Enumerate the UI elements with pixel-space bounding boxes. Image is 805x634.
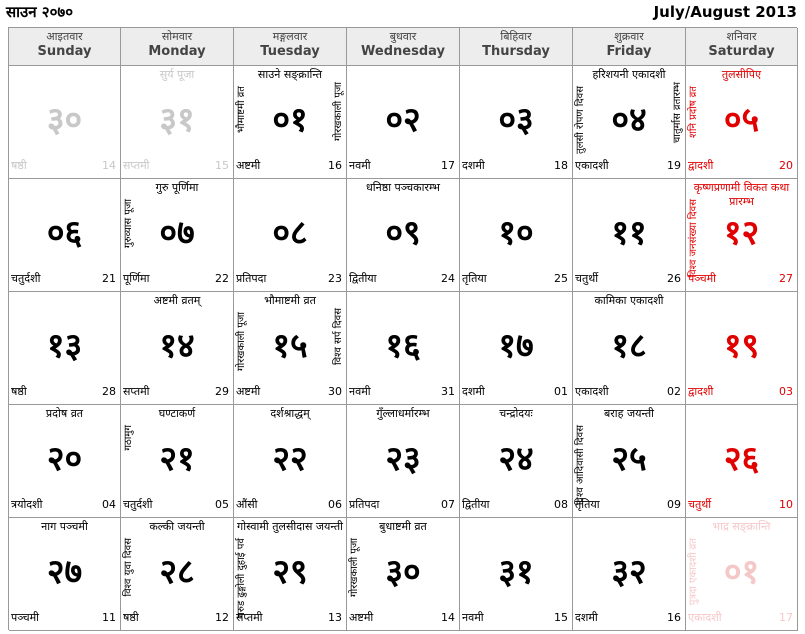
english-date: 14 [441,611,455,624]
day-cell[interactable] [9,518,121,631]
english-date: 27 [779,272,793,285]
nepali-date-number: १९ [723,326,760,366]
tithi-label: एकादशी [688,611,722,624]
side-note-left: विश्व आदिवासी दिवस [575,425,586,506]
tithi-label: दशमी [462,385,485,398]
weekday-header [686,28,798,66]
festival-label: अष्टमी व्रतम् [153,294,201,307]
english-date: 02 [667,385,681,398]
festival-label: तुलसीपिए [721,68,762,81]
nepali-date-number: ०९ [385,213,421,253]
day-cell[interactable] [9,179,121,292]
english-date: 16 [667,611,681,624]
festival-label: घण्टाकर्ण [158,407,196,420]
day-cell[interactable] [460,292,573,405]
day-cell[interactable] [686,405,798,518]
weekday-nepali: मङ्गलवार [272,30,308,43]
weekday-nepali: आइतवार [46,30,83,43]
english-date: 15 [215,159,229,172]
side-note-left: विश्व जनसंख्या दिवस [688,199,699,278]
english-date: 08 [554,498,568,511]
day-cell[interactable] [9,66,121,179]
nepali-date-number: १७ [498,326,534,366]
day-cell[interactable] [686,179,798,292]
day-cell[interactable] [686,292,798,405]
side-note-left: विश्व युवा दिवस [123,538,134,597]
day-cell[interactable] [573,292,686,405]
tithi-label: सप्तमी [123,159,150,172]
tithi-label: षष्ठी [11,385,27,398]
tithi-label: अष्टमी [236,385,261,398]
festival-label: गुरु पूर्णिमा [155,181,199,194]
weekday-english: Thursday [482,44,550,59]
festival-label: प्रदोष व्रत [45,407,84,420]
nepali-month-title: साउन २०७० [6,3,73,21]
festival-label: बराह जयन्ती [603,407,654,420]
nepali-date-number: ०१ [272,100,308,140]
calendar-grid [8,27,797,630]
side-note-left: शनि प्रदोष व्रत [688,86,699,138]
nepali-date-number: १८ [611,326,647,366]
english-date: 28 [102,385,116,398]
weekday-header [9,28,121,66]
tithi-label: प्रतिपदा [349,498,380,511]
nepali-date-number: १४ [159,326,195,366]
english-date: 04 [102,498,116,511]
english-date: 06 [328,498,342,511]
tithi-label: दशमी [575,611,598,624]
english-date: 16 [328,159,342,172]
day-cell[interactable] [121,66,234,179]
festival-label: हरिशयनी एकादशी [592,68,666,81]
tithi-label: द्वादशी [688,385,714,398]
english-date: 03 [779,385,793,398]
english-date: 18 [554,159,568,172]
english-date: 31 [441,385,455,398]
nepali-date-number: ०७ [159,213,195,253]
weekday-nepali: शुक्रवार [614,30,644,43]
festival-label: गुँल्लाधर्मारम्भ [376,407,430,420]
tithi-label: चतुर्थी [575,272,599,285]
weekday-header [347,28,460,66]
nepali-date-number: ०४ [611,100,647,140]
side-note-left: गोरखकाली पूजा [349,538,360,597]
festival-label: सुर्य पूजा [159,68,195,81]
festival-label: भाद्र सङ्क्रान्ति [712,520,771,533]
english-date: 20 [779,159,793,172]
day-cell[interactable] [121,179,234,292]
day-cell[interactable] [121,405,234,518]
day-cell[interactable] [573,518,686,631]
weekday-nepali: बुधवार [389,30,417,43]
day-cell[interactable] [460,66,573,179]
festival-label: चन्द्रोदयः [499,407,533,420]
side-note-left: पुत्रदा एकादशी व्रत [688,538,699,606]
day-cell[interactable] [234,66,347,179]
nepali-date-number: १६ [385,326,421,366]
festival-label: भौमाष्टमी व्रत [264,294,316,307]
festival-label: कृष्णप्रणामी विकत कथा प्रारम्भ [693,181,790,208]
day-cell[interactable] [347,518,460,631]
english-date: 26 [667,272,681,285]
weekday-header [573,28,686,66]
weekday-nepali: शनिवार [726,30,757,43]
side-note-left: गरुड ढुङ्गोली दुहाई पर्व [236,538,247,618]
day-cell[interactable] [234,179,347,292]
day-cell[interactable] [121,518,234,631]
english-date: 10 [779,498,793,511]
weekday-english: Friday [606,44,652,59]
english-date: 19 [667,159,681,172]
english-date: 17 [779,611,793,624]
nepali-date-number: ११ [611,213,647,253]
festival-label: धनिष्ठा पञ्चकारम्भ [366,181,440,194]
side-note-left: तुलसी रोपण दिवस [575,86,586,154]
day-cell[interactable] [460,179,573,292]
day-cell[interactable] [686,518,798,631]
tithi-label: द्वितीया [349,272,377,285]
day-cell[interactable] [234,518,347,631]
english-date: 09 [667,498,681,511]
nepali-date-number: ३० [46,100,83,140]
nepali-date-number: ३० [385,552,421,592]
side-note-left: भौमाष्टमी व्रत [236,86,247,134]
english-date: 14 [102,159,116,172]
nepali-date-number: ०५ [723,100,760,140]
tithi-label: अष्टमी [236,159,261,172]
weekday-nepali: बिहिवार [500,30,532,43]
tithi-label: औंसी [236,498,258,511]
tithi-label: षष्ठी [123,611,139,624]
day-cell[interactable] [234,405,347,518]
tithi-label: तृतिया [462,272,487,285]
tithi-label: नवमी [349,385,371,398]
festival-label: बुधाष्टमी व्रत [379,520,427,533]
tithi-label: प्रतिपदा [236,272,267,285]
english-date: 01 [554,385,568,398]
nepali-date-number: २० [46,439,83,479]
tithi-label: दशमी [462,159,485,172]
nepali-date-number: २४ [498,439,534,479]
english-date: 24 [441,272,455,285]
nepali-date-number: ०८ [272,213,308,253]
weekday-english: Monday [148,44,206,59]
tithi-label: तृतिया [575,498,600,511]
tithi-label: द्वादशी [688,159,714,172]
nepali-date-number: ०३ [498,100,534,140]
nepali-date-number: १० [498,213,534,253]
day-cell[interactable] [234,292,347,405]
festival-label: नाग पञ्चमी [41,520,88,533]
tithi-label: त्रयोदशी [11,498,43,511]
tithi-label: चतुर्दशी [123,498,153,511]
festival-label: कल्की जयन्ती [149,520,205,533]
weekday-english: Wednesday [361,44,445,59]
day-cell[interactable] [347,292,460,405]
day-cell[interactable] [573,66,686,179]
english-date: 07 [441,498,455,511]
nepali-date-number: २९ [272,552,308,592]
english-date: 17 [441,159,455,172]
tithi-label: पञ्चमी [688,272,717,285]
day-cell[interactable] [460,405,573,518]
day-cell[interactable] [460,518,573,631]
weekday-english: Sunday [37,44,92,59]
tithi-label: अष्टमी [349,611,374,624]
day-cell[interactable] [347,179,460,292]
tithi-label: चतुर्थी [688,498,712,511]
english-months-title: July/August 2013 [653,3,797,21]
day-cell[interactable] [9,292,121,405]
tithi-label: षष्ठी [11,159,27,172]
side-note-left: गोरखकाली पूजा [236,312,247,371]
english-date: 05 [215,498,229,511]
nepali-date-number: ३२ [611,552,647,592]
english-date: 23 [328,272,342,285]
nepali-date-number: ३१ [498,552,534,592]
day-cell[interactable] [573,405,686,518]
tithi-label: नवमी [462,611,484,624]
nepali-date-number: १२ [723,213,760,253]
nepali-date-number: २८ [159,552,195,592]
nepali-date-number: २६ [723,439,760,479]
english-date: 25 [554,272,568,285]
english-date: 12 [215,611,229,624]
english-date: 11 [102,611,116,624]
day-cell[interactable] [347,66,460,179]
side-note-left: गुरुव्यास पूजा [123,199,134,249]
day-cell[interactable] [686,66,798,179]
weekday-nepali: सोमवार [161,30,193,43]
weekday-header [460,28,573,66]
tithi-label: पञ्चमी [11,611,40,624]
tithi-label: एकादशी [575,385,609,398]
side-note-right: गोरखकाली पूजा [333,82,344,141]
festival-label: गोस्वामी तुलसीदास जयन्ती [237,520,343,533]
nepali-date-number: २१ [159,439,195,479]
day-cell[interactable] [573,179,686,292]
tithi-label: नवमी [349,159,371,172]
side-note-right: चातुर्मास व्रतारम्भ [672,82,683,144]
nepali-date-number: २५ [611,439,647,479]
weekday-header [121,28,234,66]
nepali-date-number: ०६ [46,213,83,253]
weekday-header [234,28,347,66]
tithi-label: चतुर्दशी [11,272,41,285]
english-date: 13 [328,611,342,624]
nepali-date-number: १५ [272,326,308,366]
nepali-date-number: ०२ [385,100,421,140]
side-note-left: गठामुग [123,425,134,451]
english-date: 22 [215,272,229,285]
side-note-right: विश्व सर्प दिवस [333,308,344,365]
festival-label: साउने सङ्क्रान्ति [257,68,323,81]
tithi-label: सप्तमी [236,611,263,624]
english-date: 21 [102,272,116,285]
festival-label: कामिका एकादशी [594,294,664,307]
nepali-date-number: २२ [272,439,308,479]
festival-label: दर्शश्राद्धम् [270,407,310,420]
english-date: 29 [215,385,229,398]
day-cell[interactable] [9,405,121,518]
weekday-english: Tuesday [260,44,320,59]
weekday-english: Saturday [708,44,775,59]
tithi-label: सप्तमी [123,385,150,398]
nepali-date-number: १३ [46,326,83,366]
english-date: 15 [554,611,568,624]
tithi-label: पूर्णिमा [123,272,150,285]
tithi-label: द्वितीया [462,498,490,511]
day-cell[interactable] [347,405,460,518]
day-cell[interactable] [121,292,234,405]
tithi-label: एकादशी [575,159,609,172]
nepali-date-number: ३१ [159,100,195,140]
nepali-date-number: २७ [46,552,83,592]
nepali-date-number: ०१ [723,552,760,592]
nepali-date-number: २३ [385,439,421,479]
english-date: 30 [328,385,342,398]
